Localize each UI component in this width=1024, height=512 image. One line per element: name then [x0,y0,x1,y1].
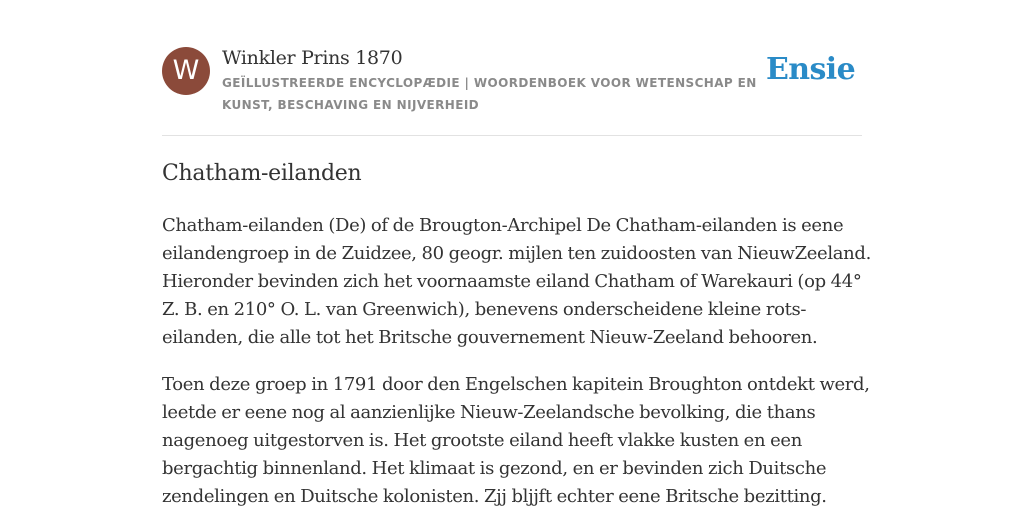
source-header [162,46,862,136]
article-paragraph: Toen deze groep in 1791 door den Engelschen kapitein Broughton ontdekt werd, leetde er eene nog al aanzienlijke Nieuw-Zeelandsche bevolking, die thans nagenoeg uitgestorven is. Het grootste eiland heeft vlakke kusten en een bergachtig binnenland. Het klimaat is gezond, en er bevinden zich Duitsche zendelingen en Duitsche kolonisten. Zjj bljjft echter eene Britsche bezitting. [162,374,870,507]
source-name[interactable]: Winkler Prins 1870 [222,47,403,69]
ensie-logo[interactable]: Ensie [766,52,856,87]
header-divider [162,135,862,136]
article-body [162,212,872,512]
article-paragraph: Chatham-eilanden (De) of de Brougton-Archipel De Chatham-eilanden is eene eilandengroep in de Zuidzee, 80 geogr. mijlen ten zuidoosten van NieuwZeeland. Hieronder bevinden zich het voornaamste eiland Chatham of Warekauri (op 44° Z. B. en 210° O. L. van Greenwich), benevens onderscheidene kleine rots-eilanden, die alle tot het Britsche gouvernement Nieuw-Zeeland behooren. [162,215,871,348]
source-avatar[interactable]: W [162,47,210,95]
article-title: Chatham-eilanden [162,161,362,186]
source-subtitle: GEÏLLUSTREERDE ENCYCLOPÆDIE | WOORDENBOEK VOOR WETENSCHAP EN KUNST, BESCHAVING EN NIJVERHEID [222,76,757,112]
